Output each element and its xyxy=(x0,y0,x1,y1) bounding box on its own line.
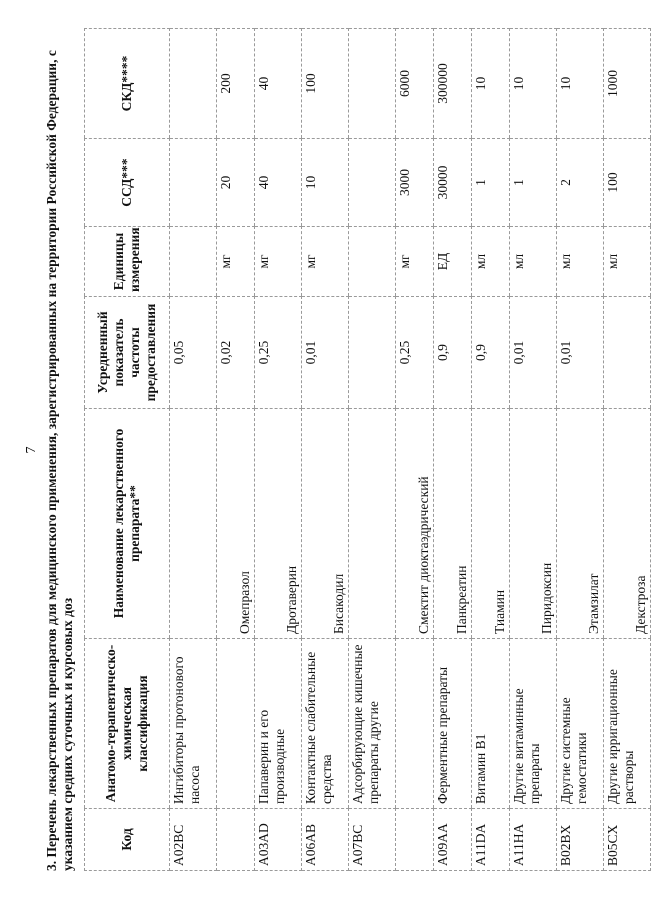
cell-ssd: 40 xyxy=(255,139,302,227)
cell-freq: 0,25 xyxy=(255,297,302,409)
cell-unit: мл xyxy=(472,227,510,297)
cell-freq: 0,01 xyxy=(302,297,349,409)
table-row xyxy=(604,29,651,871)
cell-code: A09AA xyxy=(434,809,472,871)
table-row xyxy=(510,29,557,871)
cell-freq xyxy=(604,297,651,409)
cell-unit xyxy=(349,227,396,297)
cell-atc: Ферментные препараты xyxy=(434,639,472,809)
cell-skd: 10 xyxy=(472,29,510,139)
cell-unit: мл xyxy=(557,227,604,297)
header-unit: Единицы измерения xyxy=(85,227,170,297)
cell-code: B02BX xyxy=(557,809,604,871)
cell-freq: 0,02 xyxy=(217,297,255,409)
table-row xyxy=(396,29,434,871)
cell-atc xyxy=(217,639,255,809)
cell-freq: 0,01 xyxy=(510,297,557,409)
cell-ssd xyxy=(170,139,217,227)
cell-atc: Ингибиторы протонового насоса xyxy=(170,639,217,809)
cell-unit: мг xyxy=(217,227,255,297)
cell-freq: 0,01 xyxy=(557,297,604,409)
cell-drug: Декстроза xyxy=(604,409,651,639)
header-skd: СКД**** xyxy=(85,29,170,139)
cell-code xyxy=(217,809,255,871)
table-row xyxy=(434,29,472,871)
table-row xyxy=(472,29,510,871)
cell-drug: Бисакодил xyxy=(302,409,349,639)
cell-ssd: 20 xyxy=(217,139,255,227)
cell-code: A02BC xyxy=(170,809,217,871)
cell-drug: Пиридоксин xyxy=(510,409,557,639)
cell-ssd: 2 xyxy=(557,139,604,227)
cell-ssd xyxy=(349,139,396,227)
cell-code: A11DA xyxy=(472,809,510,871)
cell-atc: Витамин B1 xyxy=(472,639,510,809)
cell-atc: Папаверин и его производные xyxy=(255,639,302,809)
cell-freq: 0,25 xyxy=(396,297,434,409)
cell-unit: мг xyxy=(255,227,302,297)
cell-freq: 0,05 xyxy=(170,297,217,409)
cell-ssd: 1 xyxy=(510,139,557,227)
section-heading: 3. Перечень лекарственных препаратов для медицинского применения, зарегистрированных на территории Российской Федерации, с указанием средних суточных и курсовых доз xyxy=(44,50,75,871)
cell-code: A06AB xyxy=(302,809,349,871)
cell-skd: 100 xyxy=(302,29,349,139)
cell-unit: ЕД xyxy=(434,227,472,297)
cell-unit xyxy=(170,227,217,297)
cell-drug xyxy=(170,409,217,639)
cell-unit: мл xyxy=(604,227,651,297)
header-atc: Анатомо-терапевтическо-химическая классификация xyxy=(85,639,170,809)
cell-ssd: 30000 xyxy=(434,139,472,227)
cell-ssd: 10 xyxy=(302,139,349,227)
drug-table xyxy=(84,28,651,871)
header-ssd: ССД*** xyxy=(85,139,170,227)
cell-unit: мг xyxy=(396,227,434,297)
cell-drug: Панкреатин xyxy=(434,409,472,639)
cell-drug: Смектит диоктаэдрический xyxy=(396,409,434,639)
cell-atc: Другие системные гемостатики xyxy=(557,639,604,809)
table-row xyxy=(170,29,217,871)
cell-atc: Другие витаминные препараты xyxy=(510,639,557,809)
cell-skd xyxy=(170,29,217,139)
cell-skd: 1000 xyxy=(604,29,651,139)
cell-drug: Тиамин xyxy=(472,409,510,639)
cell-code: A11HA xyxy=(510,809,557,871)
table-row xyxy=(302,29,349,871)
header-code: Код xyxy=(85,809,170,871)
cell-skd: 300000 xyxy=(434,29,472,139)
table-row xyxy=(557,29,604,871)
cell-atc: Адсорбирующие кишечные препараты другие xyxy=(349,639,396,809)
cell-ssd: 1 xyxy=(472,139,510,227)
cell-skd: 40 xyxy=(255,29,302,139)
cell-drug: Омепразол xyxy=(217,409,255,639)
table-body xyxy=(170,29,651,871)
cell-atc: Контактные слабительные средства xyxy=(302,639,349,809)
cell-atc xyxy=(396,639,434,809)
cell-drug: Этамзилат xyxy=(557,409,604,639)
cell-freq xyxy=(349,297,396,409)
cell-code: B05CX xyxy=(604,809,651,871)
table-row xyxy=(255,29,302,871)
header-freq: Усредненный показатель частоты предоставления xyxy=(85,297,170,409)
cell-skd: 10 xyxy=(510,29,557,139)
cell-drug xyxy=(349,409,396,639)
table-row xyxy=(349,29,396,871)
cell-skd xyxy=(349,29,396,139)
cell-ssd: 3000 xyxy=(396,139,434,227)
cell-freq: 0,9 xyxy=(472,297,510,409)
cell-ssd: 100 xyxy=(604,139,651,227)
cell-unit: мл xyxy=(510,227,557,297)
cell-drug: Дротаверин xyxy=(255,409,302,639)
cell-unit: мг xyxy=(302,227,349,297)
cell-atc: Другие ирригационные растворы xyxy=(604,639,651,809)
cell-freq: 0,9 xyxy=(434,297,472,409)
header-drug: Наименование лекарственного препарата** xyxy=(85,409,170,639)
cell-skd: 6000 xyxy=(396,29,434,139)
cell-code xyxy=(396,809,434,871)
page-number: 7 xyxy=(24,446,39,454)
cell-skd: 10 xyxy=(557,29,604,139)
cell-skd: 200 xyxy=(217,29,255,139)
table-row xyxy=(217,29,255,871)
cell-code: A03AD xyxy=(255,809,302,871)
cell-code: A07BC xyxy=(349,809,396,871)
table-header-row xyxy=(85,29,170,871)
